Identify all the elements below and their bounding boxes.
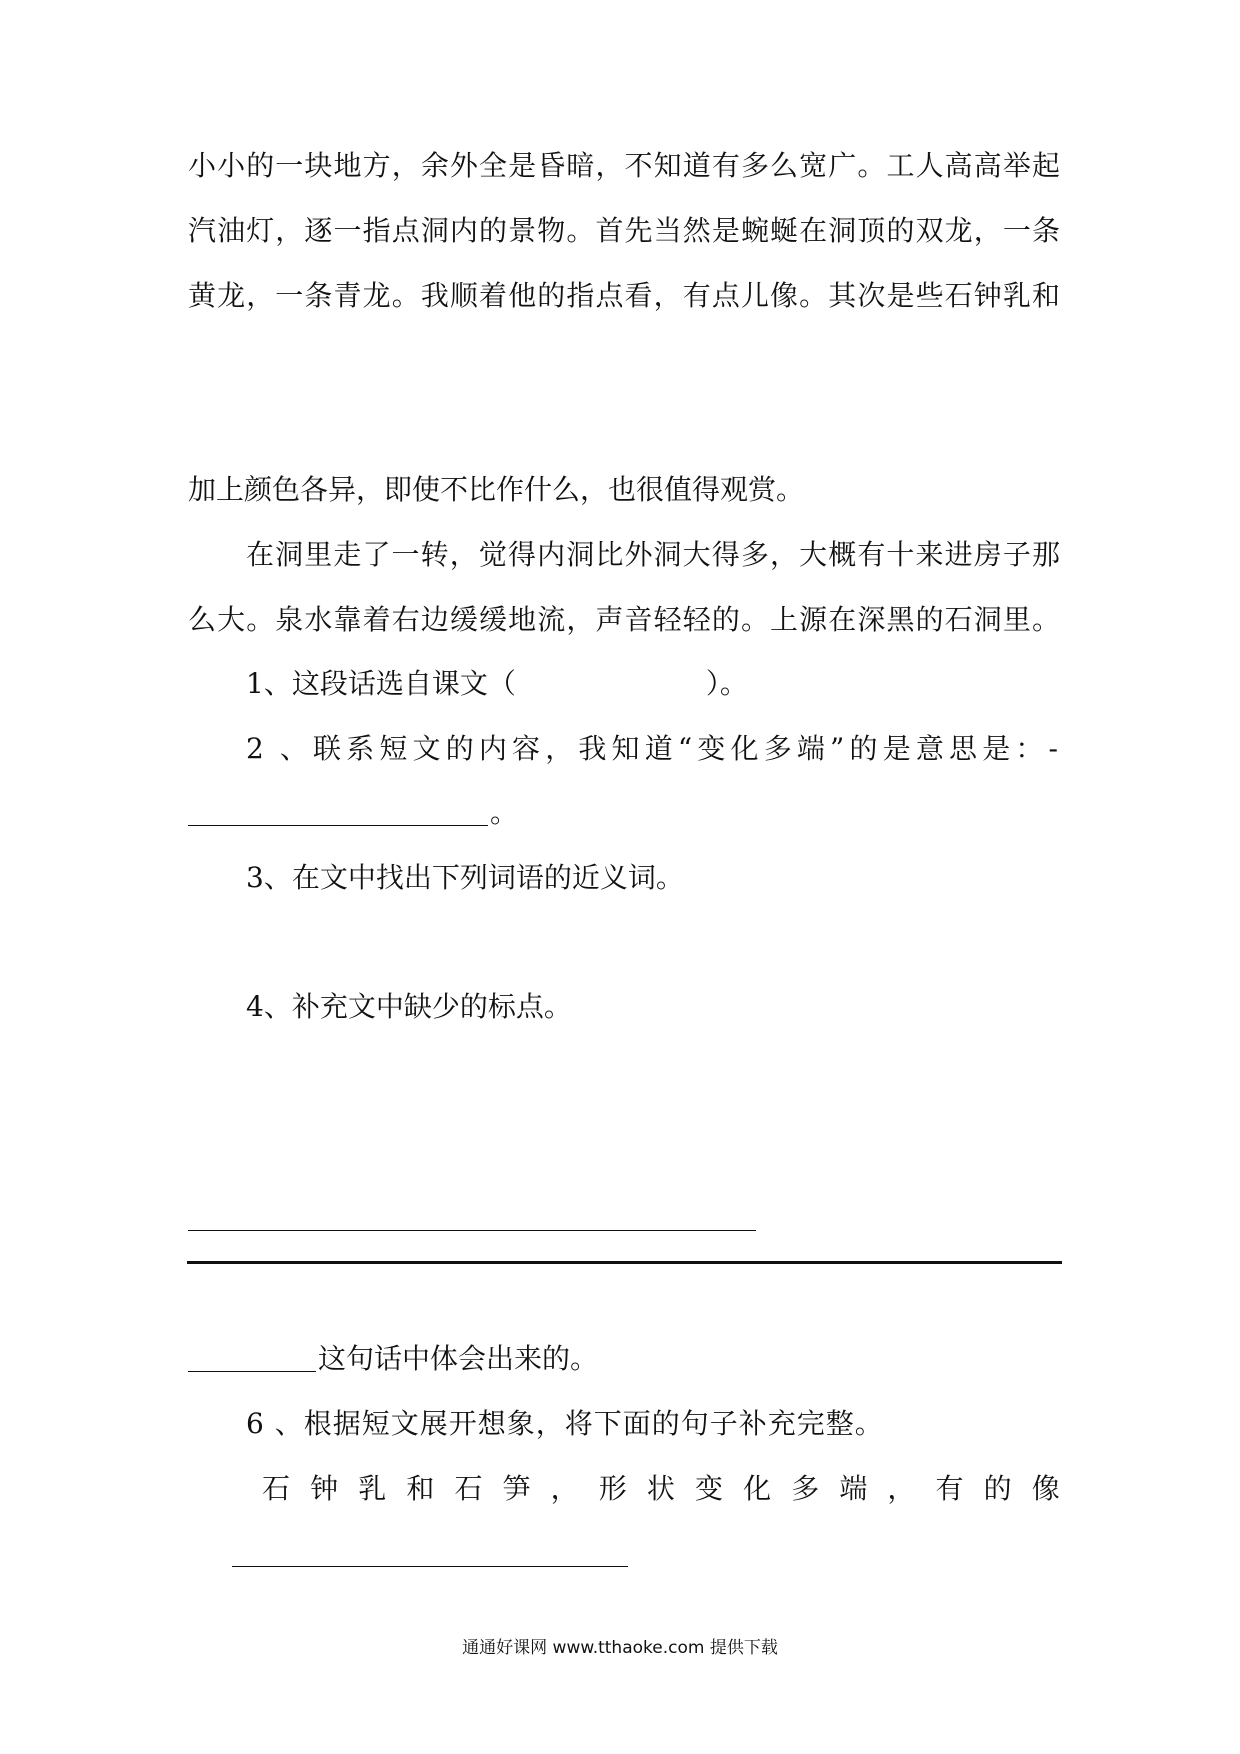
question-1: [246, 664, 1060, 704]
char: 化: [743, 1472, 772, 1505]
char: 形: [598, 1472, 627, 1505]
char: ，: [550, 1472, 579, 1505]
page-divider: [187, 1261, 1062, 1264]
question-4: 4、补充文中缺少的标点。: [246, 990, 572, 1023]
char: 钟: [310, 1472, 339, 1505]
passage-line-6: 加上颜色各异，即使不比作什么，也很值得观赏。: [188, 473, 805, 506]
char: 状: [646, 1472, 675, 1505]
char: 乳: [358, 1472, 387, 1505]
question-1-close: ）。: [705, 667, 748, 700]
char: 石: [262, 1472, 291, 1505]
question-5-end: 这句话中体会出来的。: [318, 1342, 599, 1375]
char: 有: [935, 1472, 964, 1505]
passage-line-1: 小小的一块地方，余外全是昏暗，不知道有多么宽广。工人高高举起: [188, 149, 1060, 182]
char: 端: [839, 1472, 868, 1505]
char: 变: [694, 1472, 723, 1505]
char: 和: [406, 1472, 435, 1505]
answer-line-6[interactable]: [232, 1566, 628, 1567]
answer-line-2[interactable]: [188, 825, 488, 826]
char: 笋: [502, 1472, 531, 1505]
answer-line-5d[interactable]: [188, 1371, 316, 1372]
passage-line-8: 么大。泉水靠着右边缓缓地流，声音轻轻的。上源在深黑的石洞里。: [188, 603, 1060, 636]
char: 石: [454, 1472, 483, 1505]
question-6: 6 、根据短文展开想象，将下面的句子补充完整。: [246, 1407, 884, 1440]
char: 的: [983, 1472, 1012, 1505]
passage-line-7: 在洞里走了一转，觉得内洞比外洞大得多，大概有十来进房子那: [246, 538, 1060, 571]
question-2: 2 、联系短文的内容，我知道“变化多端”的是意思是：-: [246, 732, 1060, 765]
answer-line-5c[interactable]: [188, 1230, 756, 1231]
question-3: 3、在文中找出下列词语的近义词。: [246, 861, 684, 894]
question-1-label: 1、这段话选自课文（: [246, 667, 516, 700]
page-footer: 通通好课网 www.tthaoke.com 提供下载: [462, 1638, 778, 1658]
question-2-end: 。: [490, 796, 519, 829]
char: 多: [791, 1472, 820, 1505]
char: ，: [887, 1472, 916, 1505]
char: 像: [1031, 1472, 1060, 1505]
question-6-line-1: [262, 1469, 1060, 1509]
passage-line-2: 汽油灯，逐一指点洞内的景物。首先当然是蜿蜒在洞顶的双龙，一条: [188, 214, 1060, 247]
passage-line-3: 黄龙，一条青龙。我顺着他的指点看，有点儿像。其次是些石钟乳和: [188, 279, 1060, 312]
